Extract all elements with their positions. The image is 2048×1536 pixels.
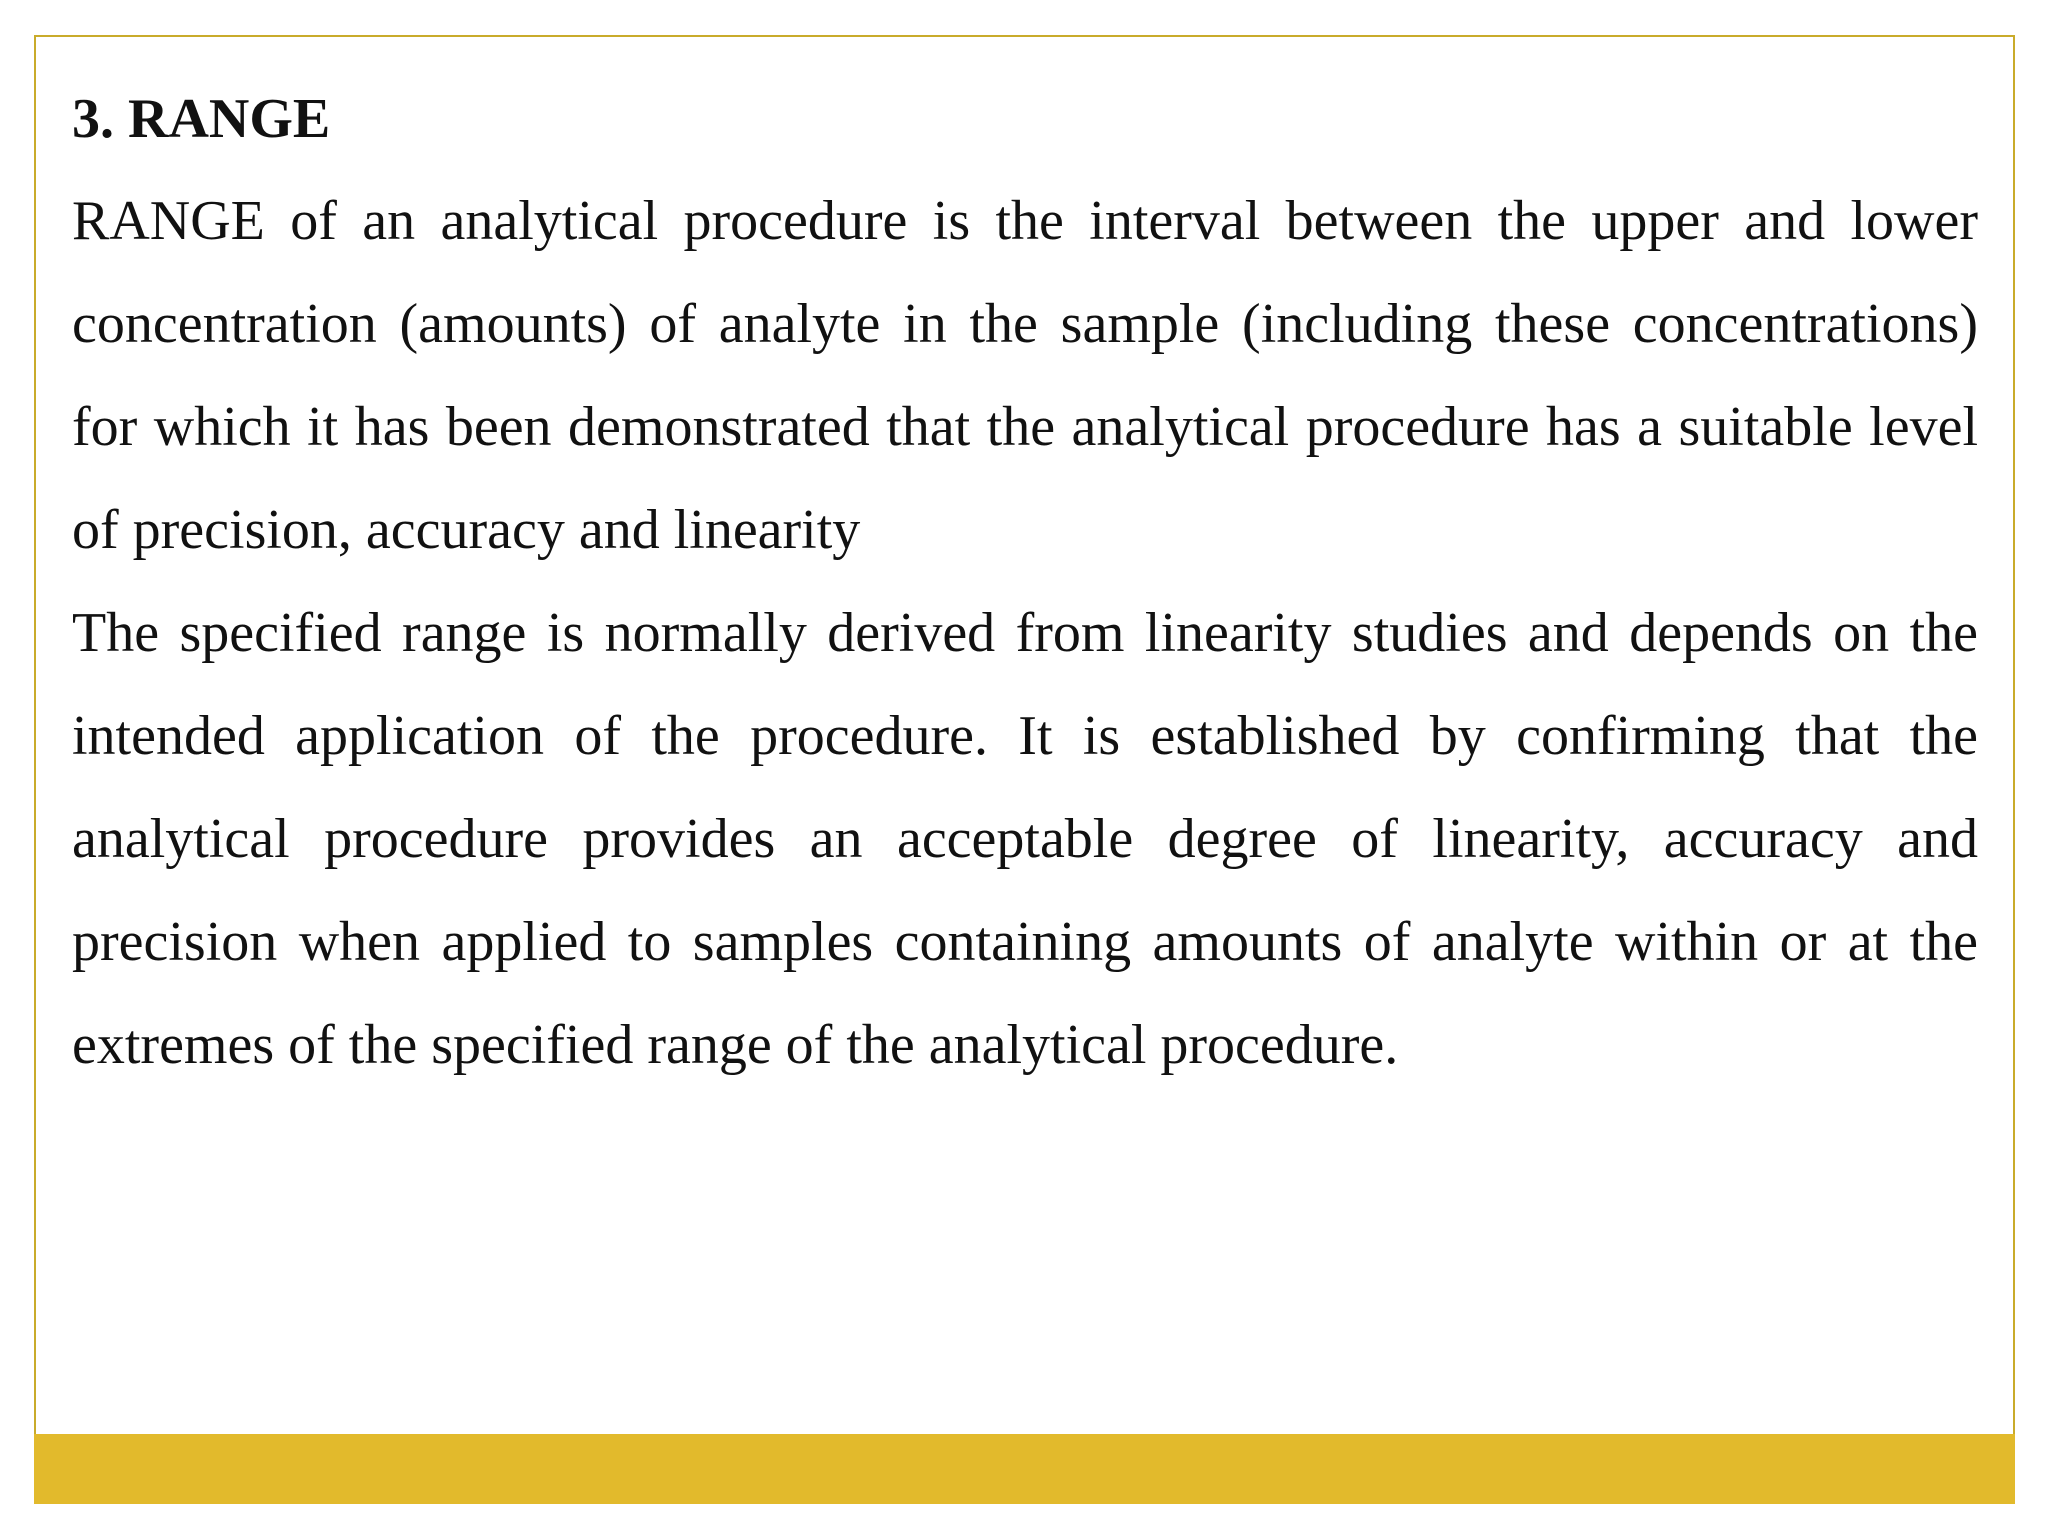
footer-accent-bar — [34, 1434, 2015, 1504]
slide-content — [72, 82, 1978, 1097]
range-definition-paragraph: RANGE of an analytical procedure is the interval between the upper and lower concentration (amounts) of analyte in the sample (including these concentrations) for which it has been demonstrated that the analytical procedure has a suitable level of precision, accuracy and linearity — [72, 190, 1978, 561]
range-derivation-paragraph: The specified range is normally derived from linearity studies and depends on the intended application of the procedure. It is established by confirming that the analytical procedure provides an acceptable degree of linearity, accuracy and precision when applied to samples containing amounts of analyte within or at the extremes of the specified range of the analytical procedure. — [72, 602, 1978, 1076]
slide-title: 3. RANGE — [72, 88, 331, 150]
